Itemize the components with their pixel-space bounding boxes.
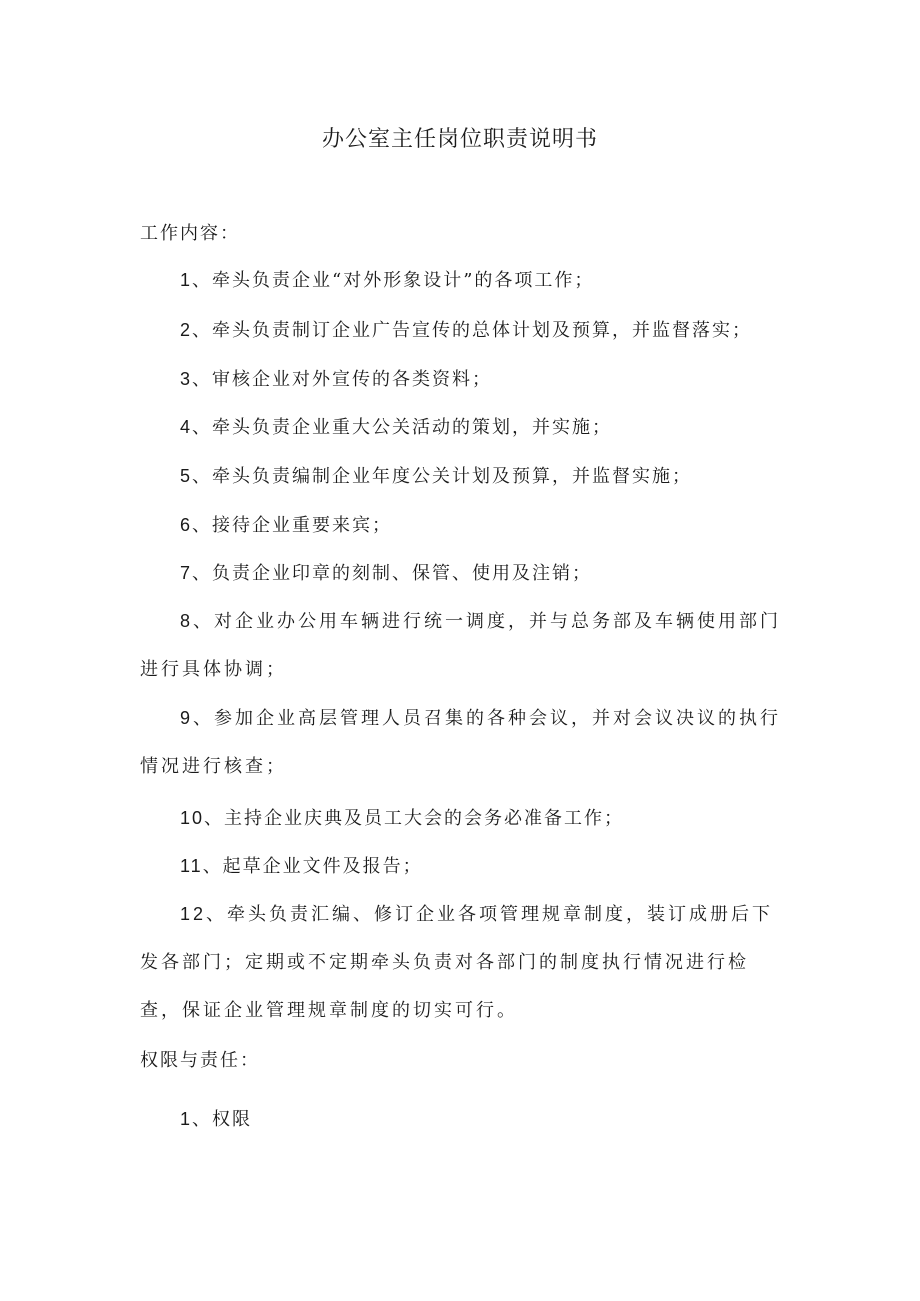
item-text: 、参加企业高层管理人员召集的各种会议，并对会议决议的执行情况进行核查； (140, 708, 782, 777)
item-number: 6 (180, 515, 193, 535)
work-item-7 (180, 561, 592, 586)
item-number: 4 (180, 417, 193, 437)
item-number: 1 (180, 1109, 193, 1129)
item-number: 2 (180, 320, 193, 340)
work-item-9 (140, 694, 790, 791)
work-item-2 (180, 318, 752, 343)
work-item-12 (140, 890, 790, 1035)
item-text: 、牵头负责汇编、修订企业各项管理规章制度，装订成册后下发各部门；定期或不定期牵头负责对各部门的制度执行情况进行检查，保证企业管理规章制度的切实可行。 (140, 904, 774, 1021)
item-number: 8 (180, 611, 194, 631)
item-number: 9 (180, 708, 194, 728)
item-text: 、牵头负责企业重大公关活动的策划，并实施； (192, 417, 613, 438)
item-number: 11 (180, 856, 203, 876)
item-text: 、接待企业重要来宾； (192, 515, 393, 536)
work-item-3 (180, 367, 492, 392)
section-heading-work: 工作内容： (140, 223, 240, 244)
item-text: 、审核企业对外宣传的各类资料； (192, 369, 493, 390)
work-item-6 (180, 513, 392, 538)
document-title: 办公室主任岗位职责说明书 (321, 127, 598, 152)
item-text: 、牵头负责制订企业广告宣传的总体计划及预算，并监督落实； (192, 320, 753, 341)
item-text: 、牵头负责编制企业年度公关计划及预算，并监督实施； (192, 466, 693, 487)
item-number: 3 (180, 369, 193, 389)
work-item-10 (180, 806, 624, 831)
rights-item-1 (180, 1107, 252, 1132)
item-text: 、对企业办公用车辆进行统一调度，并与总务部及车辆使用部门进行具体协调； (140, 611, 782, 680)
work-item-11 (180, 854, 423, 879)
item-number: 12 (180, 904, 207, 924)
section-heading-rights: 权限与责任： (140, 1050, 260, 1071)
work-item-8 (140, 597, 790, 694)
item-text: 、权限 (192, 1109, 253, 1130)
work-item-4 (180, 415, 612, 440)
item-number: 7 (180, 563, 193, 583)
item-text: 、负责企业印章的刻制、保管、使用及注销； (192, 563, 593, 584)
work-item-5 (180, 464, 692, 489)
item-number: 1 (180, 270, 193, 290)
item-text: 、起草企业文件及报告； (202, 856, 423, 877)
item-number: 10 (180, 808, 205, 828)
item-number: 5 (180, 466, 193, 486)
item-text: 、主持企业庆典及员工大会的会务必准备工作； (204, 808, 625, 829)
item-text: 、牵头负责企业“对外形象设计”的各项工作； (192, 270, 595, 291)
work-item-1 (180, 268, 594, 293)
